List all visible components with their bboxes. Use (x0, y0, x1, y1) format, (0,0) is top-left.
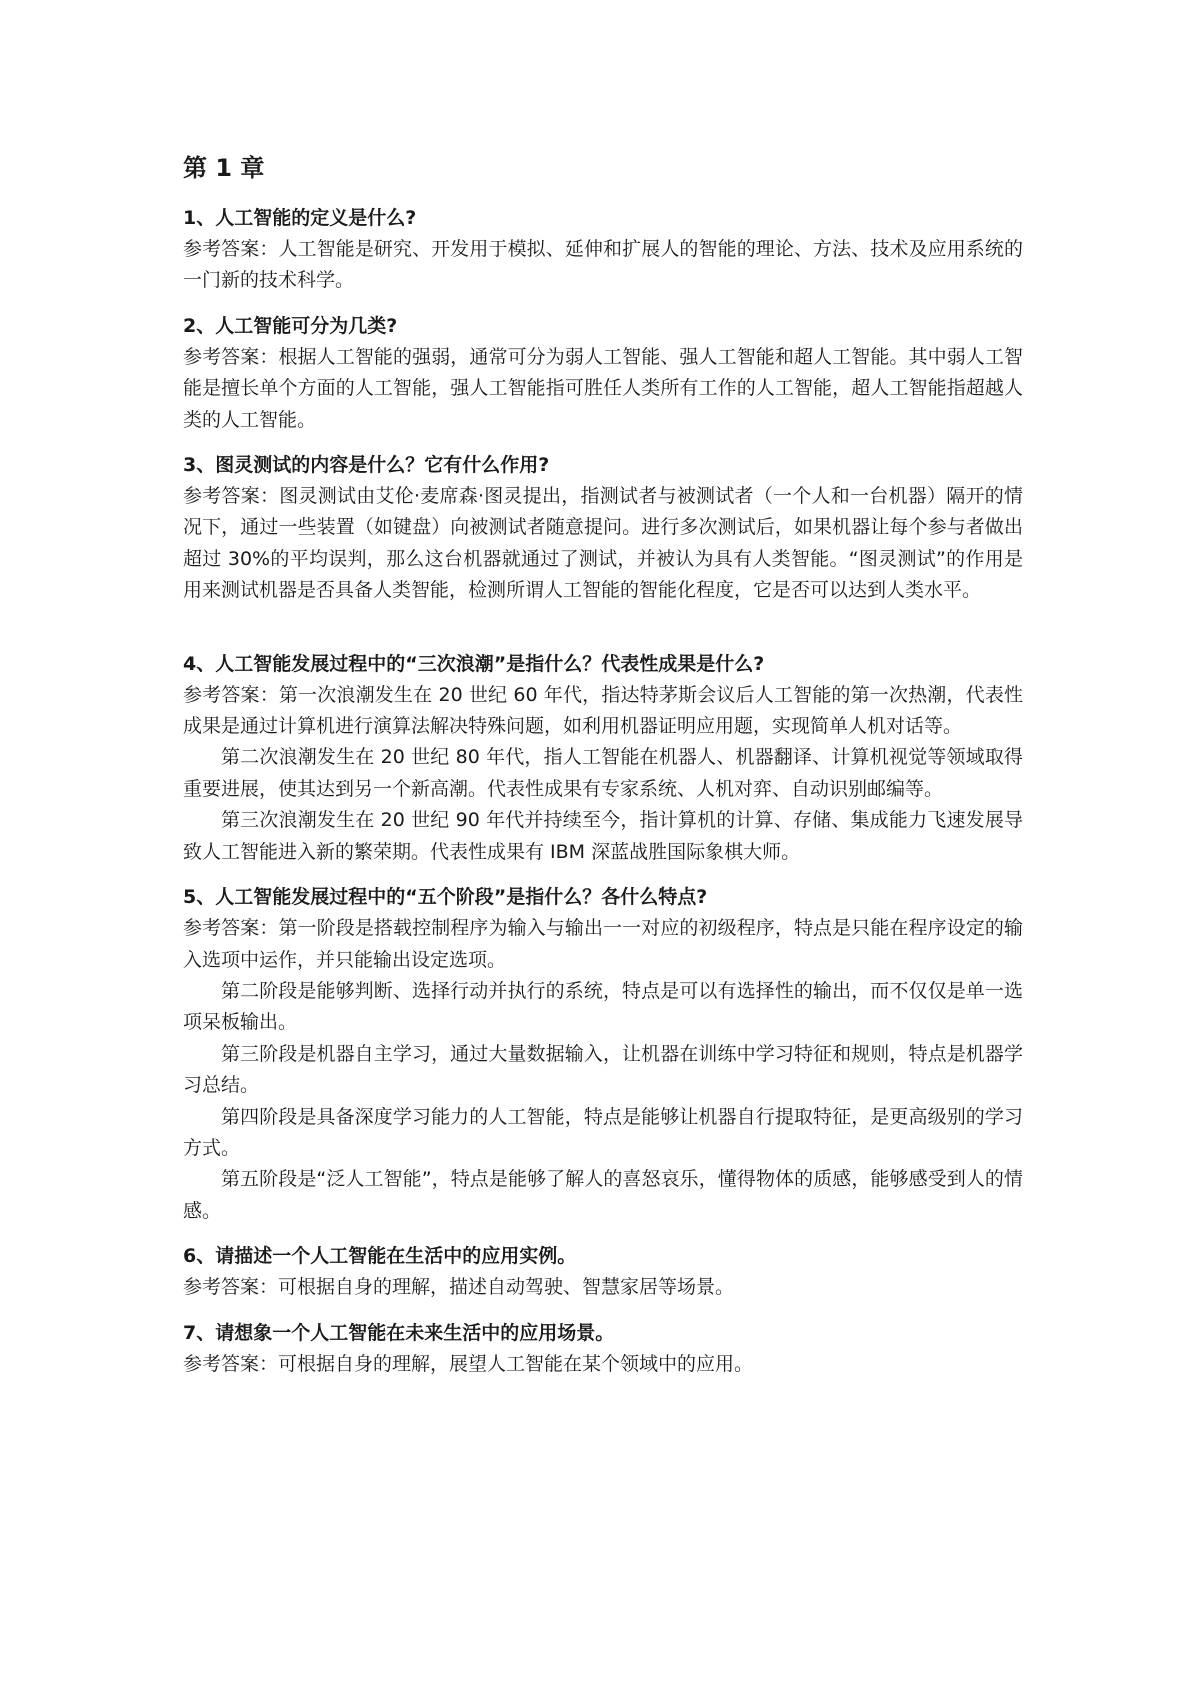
answer-paragraph: 第三阶段是机器自主学习，通过大量数据输入，让机器在训练中学习特征和规则，特点是机器学习总结。 (183, 1042, 1023, 1097)
qa-item-4 (183, 649, 1023, 868)
answer-text: 参考答案：可根据自身的理解，展望人工智能在某个领域中的应用。 (183, 1352, 754, 1375)
qa-item-5 (183, 882, 1023, 1227)
question-text: 6、请描述一个人工智能在生活中的应用实例。 (183, 1245, 577, 1268)
question-text: 3、图灵测试的内容是什么？它有什么作用? (183, 454, 550, 477)
answer-text: 参考答案：图灵测试由艾伦·麦席森·图灵提出，指测试者与被测试者（一个人和一台机器）隔开的情况下，通过一些装置（如键盘）向被测试者随意提问。进行多次测试后，如果机器让每个参与者做出超过 30%的平均误判，那么这台机器就通过了测试，并被认为具有人类智能。“图灵测试”的作用是用来测试机器是否具备人类智能，检测所谓人工智能的智能化程度，它是否可以达到人类水平。 (183, 485, 1023, 602)
answer-paragraph: 第五阶段是“泛人工智能”，特点是能够了解人的喜怒哀乐，懂得物体的质感，能够感受到人的情感。 (183, 1168, 1023, 1222)
question-text: 1、人工智能的定义是什么? (183, 207, 417, 229)
answer-text: 参考答案：第一阶段是搭载控制程序为输入与输出一一对应的初级程序，特点是只能在程序设定的输入选项中运作，并只能输出设定选项。 (183, 917, 1023, 971)
qa-item-6 (183, 1241, 1023, 1303)
qa-item-1 (183, 203, 1023, 297)
question-text: 5、人工智能发展过程中的“五个阶段”是指什么？各什么特点? (183, 886, 708, 909)
qa-item-3 (183, 450, 1023, 607)
answer-paragraph: 第三次浪潮发生在 20 世纪 90 年代并持续至今，指计算机的计算、存储、集成能力飞速发展导致人工智能进入新的繁荣期。代表性成果有 IBM 深蓝战胜国际象棋大师。 (183, 809, 1023, 863)
document-page (183, 152, 1023, 1394)
question-text: 4、人工智能发展过程中的“三次浪潮”是指什么？代表性成果是什么? (183, 652, 765, 675)
question-text: 7、请想象一个人工智能在未来生活中的应用场景。 (183, 1321, 615, 1344)
answer-text: 参考答案：可根据自身的理解，描述自动驾驶、智慧家居等场景。 (183, 1276, 735, 1299)
answer-paragraph: 第二阶段是能够判断、选择行动并执行的系统，特点是可以有选择性的输出，而不仅仅是单一选项呆板输出。 (183, 979, 1023, 1034)
qa-item-2 (183, 311, 1023, 436)
answer-text: 参考答案：第一次浪潮发生在 20 世纪 60 年代，指达特茅斯会议后人工智能的第一次热潮，代表性成果是通过计算机进行演算法解决特殊问题，如利用机器证明应用题，实现简单人机对话等。 (183, 683, 1023, 738)
question-text: 2、人工智能可分为几类? (183, 314, 398, 337)
answer-paragraph: 第四阶段是具备深度学习能力的人工智能，特点是能够让机器自行提取特征，是更高级别的学习方式。 (183, 1105, 1023, 1159)
answer-paragraph: 第二次浪潮发生在 20 世纪 80 年代，指人工智能在机器人、机器翻译、计算机视觉等领域取得重要进展，使其达到另一个新高潮。代表性成果有专家系统、人机对弈、自动识别邮编等。 (183, 746, 1023, 800)
chapter-title: 第 1 章 (183, 154, 265, 182)
qa-item-7 (183, 1318, 1023, 1380)
answer-text: 参考答案：根据人工智能的强弱，通常可分为弱人工智能、强人工智能和超人工智能。其中弱人工智能是擅长单个方面的人工智能，强人工智能指可胜任人类所有工作的人工智能，超人工智能指超越人类的人工智能。 (183, 345, 1023, 431)
answer-text: 参考答案：人工智能是研究、开发用于模拟、延伸和扩展人的智能的理论、方法、技术及应用系统的一门新的技术科学。 (183, 238, 1023, 292)
